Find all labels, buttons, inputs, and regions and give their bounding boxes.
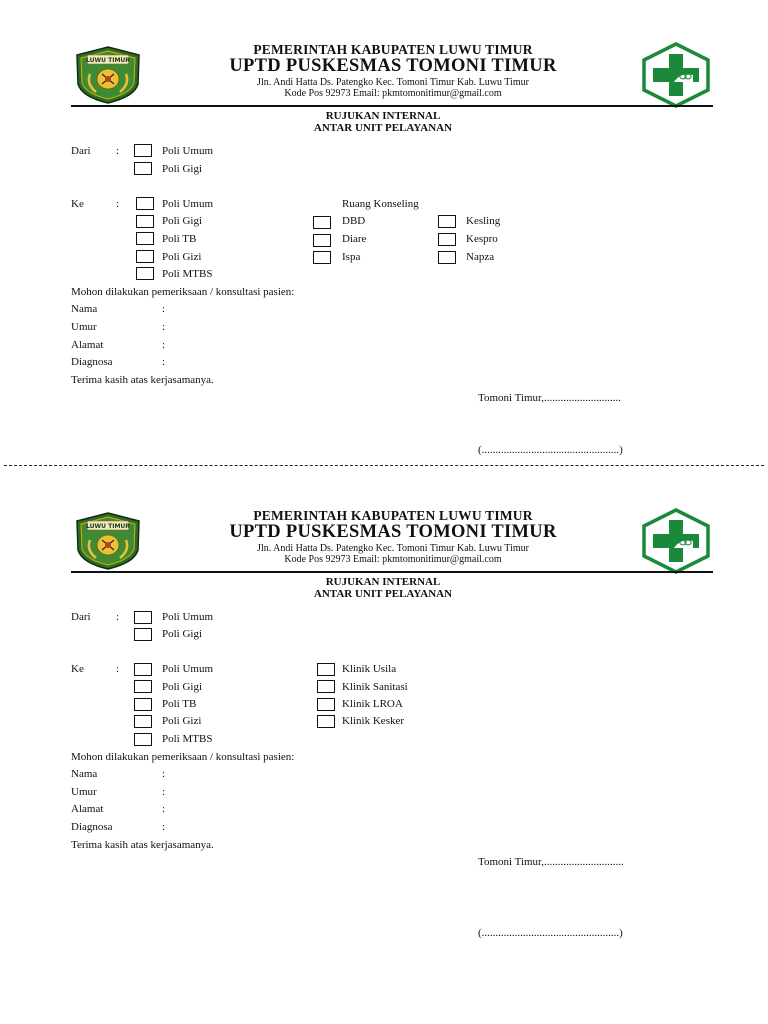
konseling-kesling-checkbox[interactable] [438, 215, 456, 228]
luwu-timur-seal-logo [74, 512, 142, 570]
klinik-option-label: Klinik Kesker [342, 715, 405, 727]
ke-option-label: Poli MTBS [162, 268, 213, 280]
ke-label: Ke [71, 663, 84, 675]
header-divider [71, 105, 713, 107]
field-diagnosa-label: Diagnosa [71, 356, 113, 368]
dari-colon: : [116, 611, 120, 623]
konseling-dbd-checkbox[interactable] [313, 216, 331, 229]
cut-line [4, 465, 764, 466]
header-institution: UPTD PUSKESMAS TOMONI TIMUR [229, 56, 557, 76]
dari-label: Dari [71, 145, 91, 157]
header-government: PEMERINTAH KABUPATEN LUWU TIMUR [253, 508, 533, 523]
field-diagnosa-colon: : [162, 821, 166, 833]
dari-label: Dari [71, 611, 91, 623]
ke-option-label: Poli MTBS [162, 733, 213, 745]
field-nama-label: Nama [71, 768, 98, 780]
ke-option-label: Poli Gizi [162, 251, 202, 263]
dari-poli-umum-checkbox[interactable] [134, 611, 152, 624]
dari-option-label: Poli Gigi [162, 163, 203, 175]
field-umur-label: Umur [71, 786, 97, 798]
ke-poli-gigi-checkbox[interactable] [136, 215, 154, 228]
ke-poli-gigi-checkbox[interactable] [134, 680, 152, 693]
field-umur-colon: : [162, 786, 166, 798]
ke-colon: : [116, 198, 120, 210]
header-institution: UPTD PUSKESMAS TOMONI TIMUR [229, 522, 557, 542]
ke-option-label: Poli TB [162, 233, 197, 245]
form-title: RUJUKAN INTERNAL [325, 576, 441, 588]
field-alamat-colon: : [162, 339, 166, 351]
field-umur-colon: : [162, 321, 166, 333]
signature-line: (..................................................) [478, 927, 623, 939]
dari-option-label: Poli Gigi [162, 628, 203, 640]
ke-poli-gizi-checkbox[interactable] [136, 250, 154, 263]
header-contact: Kode Pos 92973 Email: pkmtomonitimur@gmail.com [284, 554, 502, 565]
ke-poli-gizi-checkbox[interactable] [134, 715, 152, 728]
place-date: Tomoni Timur,............................ [478, 392, 622, 404]
konseling-kespro-checkbox[interactable] [438, 233, 456, 246]
field-umur-label: Umur [71, 321, 97, 333]
ke-poli-mtbs-checkbox[interactable] [136, 267, 154, 280]
ke-poli-tb-checkbox[interactable] [136, 232, 154, 245]
ke-option-label: Poli Umum [162, 663, 214, 675]
ke-option-label: Poli Gigi [162, 215, 203, 227]
konseling-option-label: DBD [342, 215, 366, 227]
ke-poli-mtbs-checkbox[interactable] [134, 733, 152, 746]
field-diagnosa-colon: : [162, 356, 166, 368]
klinik-option-label: Klinik Sanitasi [342, 681, 408, 693]
header-government: PEMERINTAH KABUPATEN LUWU TIMUR [253, 42, 533, 57]
svg-text:LUWU TIMUR: LUWU TIMUR [86, 57, 130, 65]
klinik-option-label: Klinik LROA [342, 698, 403, 710]
puskesmas-logo [641, 508, 711, 574]
field-alamat-colon: : [162, 803, 166, 815]
signature-line: (..................................................) [478, 444, 623, 456]
klinik-lroa-checkbox[interactable] [317, 698, 335, 711]
klinik-option-label: Klinik Usila [342, 663, 397, 675]
field-nama-colon: : [162, 303, 166, 315]
ke-colon: : [116, 663, 120, 675]
konseling-option-label: Napza [466, 251, 495, 263]
klinik-usila-checkbox[interactable] [317, 663, 335, 676]
dari-colon: : [116, 145, 120, 157]
place-date: Tomoni Timur,............................. [478, 856, 624, 868]
puskesmas-logo [641, 42, 711, 108]
ke-poli-tb-checkbox[interactable] [134, 698, 152, 711]
field-nama-label: Nama [71, 303, 98, 315]
form-title: RUJUKAN INTERNAL [325, 110, 441, 122]
field-alamat-label: Alamat [71, 803, 104, 815]
konseling-diare-checkbox[interactable] [313, 234, 331, 247]
ke-label: Ke [71, 198, 84, 210]
konseling-option-label: Ispa [342, 251, 361, 263]
thanks-text: Terima kasih atas kerjasamanya. [71, 839, 214, 851]
field-alamat-label: Alamat [71, 339, 104, 351]
dari-option-label: Poli Umum [162, 611, 214, 623]
request-text: Mohon dilakukan pemeriksaan / konsultasi pasien: [71, 286, 295, 298]
field-nama-colon: : [162, 768, 166, 780]
klinik-sanitasi-checkbox[interactable] [317, 680, 335, 693]
luwu-timur-seal-logo [74, 46, 142, 104]
thanks-text: Terima kasih atas kerjasamanya. [71, 374, 214, 386]
dari-option-label: Poli Umum [162, 145, 214, 157]
ruang-konseling-heading: Ruang Konseling [342, 198, 419, 210]
svg-text:LUWU TIMUR: LUWU TIMUR [86, 523, 130, 531]
konseling-napza-checkbox[interactable] [438, 251, 456, 264]
dari-poli-gigi-checkbox[interactable] [134, 628, 152, 641]
ke-option-label: Poli TB [162, 698, 197, 710]
ke-option-label: Poli Gizi [162, 715, 202, 727]
ke-option-label: Poli Umum [162, 198, 214, 210]
dari-poli-gigi-checkbox[interactable] [134, 162, 152, 175]
ke-option-label: Poli Gigi [162, 681, 203, 693]
header-address: Jln. Andi Hatta Ds. Patengko Kec. Tomoni Timur Kab. Luwu Timur [257, 77, 529, 88]
konseling-option-label: Diare [342, 233, 367, 245]
konseling-ispa-checkbox[interactable] [313, 251, 331, 264]
header-address: Jln. Andi Hatta Ds. Patengko Kec. Tomoni Timur Kab. Luwu Timur [257, 543, 529, 554]
dari-poli-umum-checkbox[interactable] [134, 144, 152, 157]
konseling-option-label: Kesling [466, 215, 501, 227]
field-diagnosa-label: Diagnosa [71, 821, 113, 833]
header-divider [71, 571, 713, 573]
ke-poli-umum-checkbox[interactable] [134, 663, 152, 676]
konseling-option-label: Kespro [466, 233, 498, 245]
form-subtitle: ANTAR UNIT PELAYANAN [313, 122, 453, 134]
form-subtitle: ANTAR UNIT PELAYANAN [313, 588, 453, 600]
request-text: Mohon dilakukan pemeriksaan / konsultasi pasien: [71, 751, 295, 763]
header-contact: Kode Pos 92973 Email: pkmtomonitimur@gmail.com [284, 88, 502, 99]
ke-poli-umum-checkbox[interactable] [136, 197, 154, 210]
klinik-kesker-checkbox[interactable] [317, 715, 335, 728]
